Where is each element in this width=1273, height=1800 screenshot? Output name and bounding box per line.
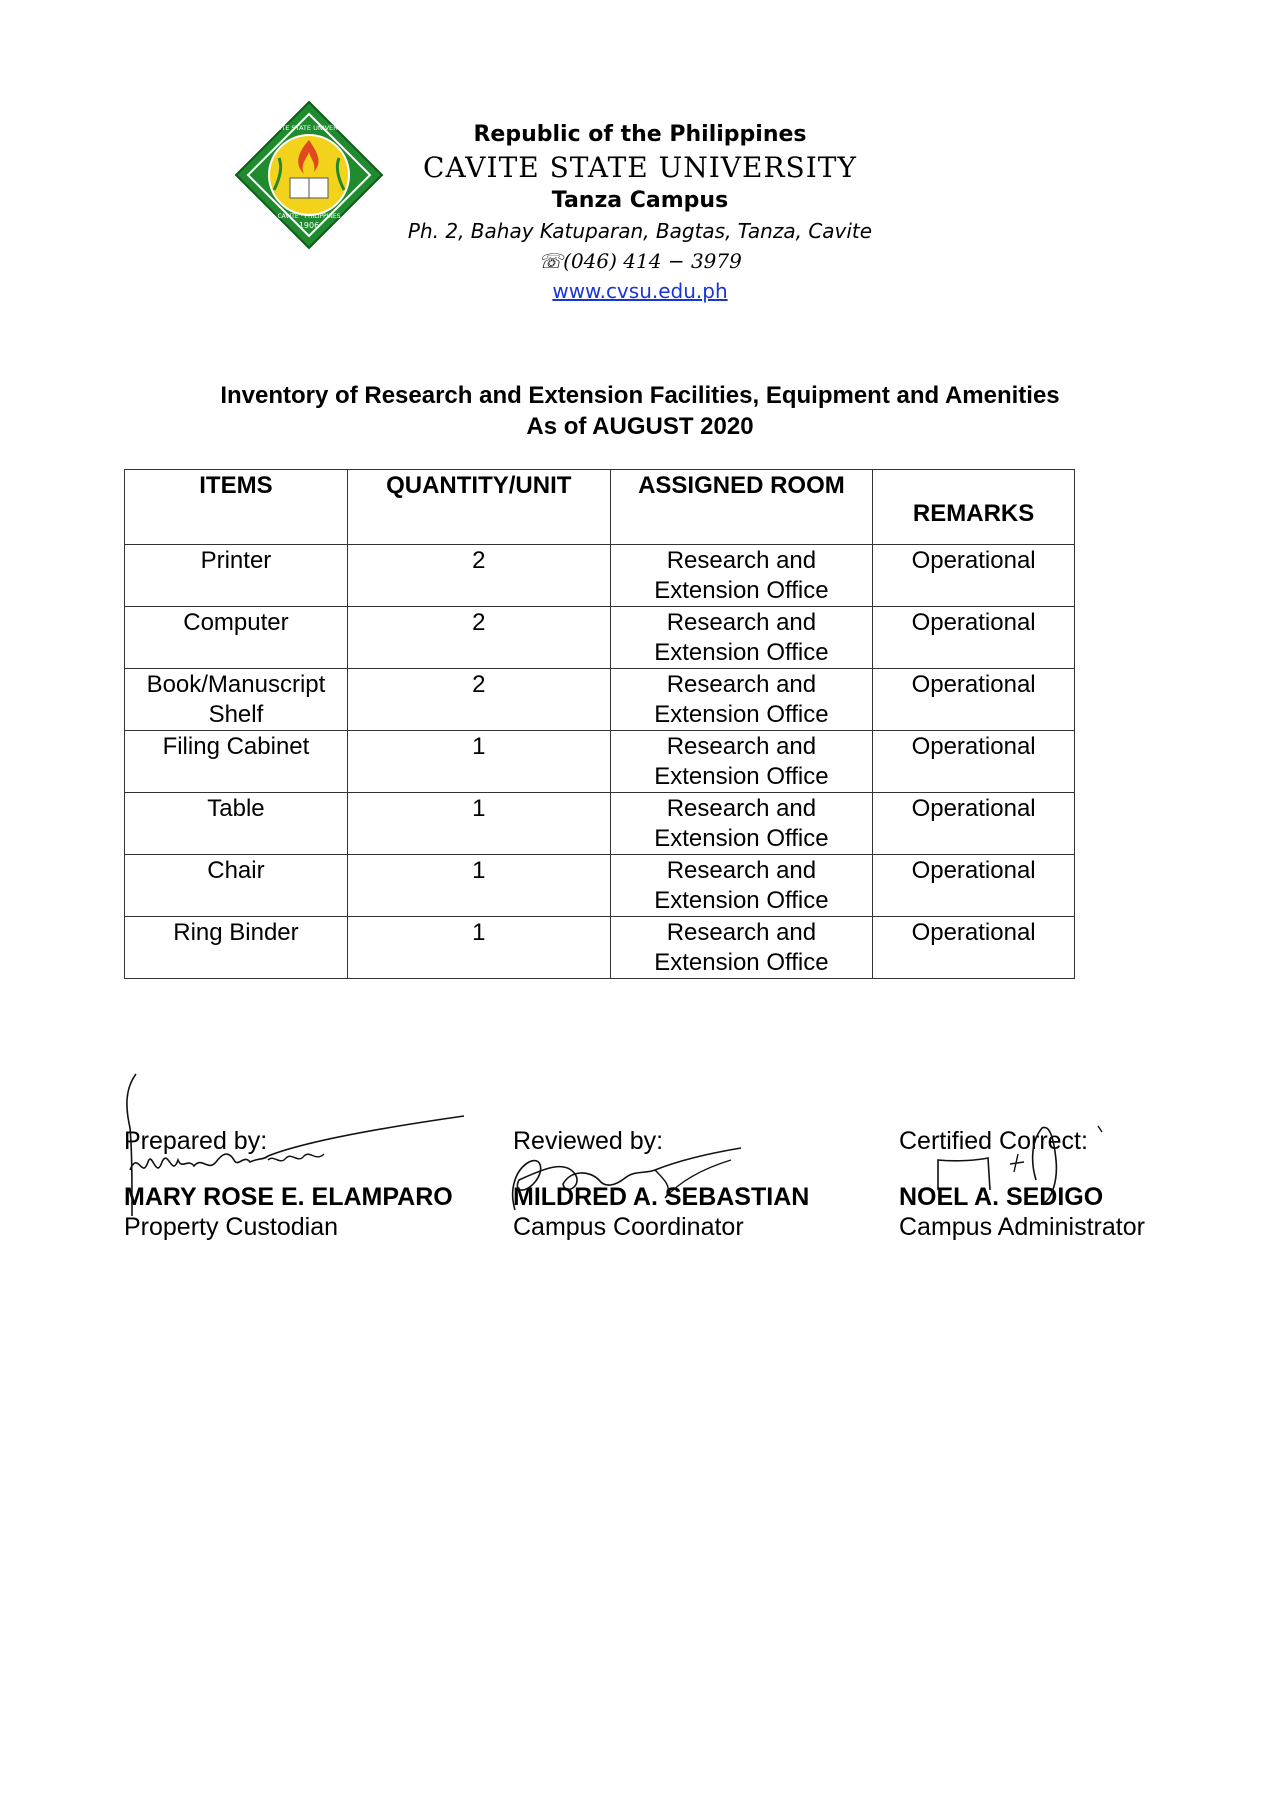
title-line-2: As of AUGUST 2020 [526, 413, 754, 440]
signatory-certified [899, 1126, 1145, 1242]
table-header-row [125, 470, 1075, 545]
signatory-label: Prepared by: [124, 1127, 268, 1155]
quantity-cell: 1 [347, 855, 610, 917]
room-line-2: Extension Office [654, 763, 829, 790]
room-cell [610, 545, 873, 607]
room-line-2: Extension Office [654, 887, 829, 914]
remarks-cell: Operational [873, 669, 1075, 731]
header-remarks: REMARKS [873, 470, 1075, 545]
campus-name: Tanza Campus [551, 188, 729, 213]
room-line-2: Extension Office [654, 701, 829, 728]
header-items: ITEMS [125, 470, 348, 545]
quantity-cell: 2 [347, 607, 610, 669]
quantity-cell: 2 [347, 669, 610, 731]
quantity-cell: 1 [347, 731, 610, 793]
room-cell [610, 731, 873, 793]
remarks-cell: Operational [873, 731, 1075, 793]
letterhead [380, 120, 900, 306]
quantity-cell: 1 [347, 917, 610, 979]
item-cell: Printer [125, 545, 348, 607]
university-name: CAVITE STATE UNIVERSITY [423, 151, 857, 184]
room-cell [610, 855, 873, 917]
table-row [125, 545, 1075, 607]
room-cell [610, 793, 873, 855]
room-line-1: Research and [666, 795, 817, 822]
remarks-cell: Operational [873, 917, 1075, 979]
title-line-1: Inventory of Research and Extension Facilities, Equipment and Amenities [220, 382, 1060, 409]
room-line-1: Research and [666, 671, 817, 698]
room-line-1: Research and [666, 609, 817, 636]
item-cell: Filing Cabinet [125, 731, 348, 793]
signatory-name: MARY ROSE E. ELAMPARO [124, 1183, 453, 1211]
quantity-cell: 2 [347, 545, 610, 607]
signatory-prepared [124, 1126, 453, 1242]
logo-year: 1906 [298, 221, 320, 230]
remarks-cell: Operational [873, 607, 1075, 669]
table-row [125, 855, 1075, 917]
signatory-position: Campus Coordinator [513, 1213, 744, 1241]
header-quantity: QUANTITY/UNIT [347, 470, 610, 545]
signatory-name: MILDRED A. SEBASTIAN [513, 1183, 810, 1211]
item-cell: Table [125, 793, 348, 855]
signatory-label: Reviewed by: [513, 1127, 664, 1155]
header-assigned-room: ASSIGNED ROOM [610, 470, 873, 545]
table-row [125, 731, 1075, 793]
logo-ring-text: CAVITE STATE UNIVERSITY [266, 124, 352, 132]
table-row [125, 669, 1075, 731]
table-row [125, 917, 1075, 979]
item-cell [125, 669, 348, 731]
phone-number: (046) 414 − 3979 [563, 249, 742, 273]
signatory-position: Property Custodian [124, 1213, 339, 1241]
table-row [125, 607, 1075, 669]
room-line-2: Extension Office [654, 949, 829, 976]
remarks-cell: Operational [873, 855, 1075, 917]
table-row [125, 793, 1075, 855]
room-line-2: Extension Office [654, 639, 829, 666]
item-cell: Ring Binder [125, 917, 348, 979]
signatory-reviewed [513, 1126, 809, 1242]
quantity-cell: 1 [347, 793, 610, 855]
remarks-cell: Operational [873, 793, 1075, 855]
room-cell [610, 917, 873, 979]
university-seal-logo [234, 100, 384, 250]
phone-line [380, 246, 900, 276]
room-line-2: Extension Office [654, 825, 829, 852]
room-line-1: Research and [666, 857, 817, 884]
signatory-label: Certified Correct: [899, 1127, 1088, 1155]
item-cell: Chair [125, 855, 348, 917]
website-link[interactable]: www.cvsu.edu.ph [552, 279, 728, 303]
telephone-icon: ☏ [538, 249, 564, 273]
room-cell [610, 669, 873, 731]
republic-line: Republic of the Philippines [473, 122, 807, 147]
signatory-position: Campus Administrator [899, 1213, 1145, 1241]
room-line-1: Research and [666, 547, 817, 574]
room-line-1: Research and [666, 919, 817, 946]
room-line-1: Research and [666, 733, 817, 760]
item-line-1: Book/Manuscript [146, 671, 326, 698]
logo-ring-text-bottom: CAVITE · PHILIPPINES [277, 213, 341, 220]
campus-address: Ph. 2, Bahay Katuparan, Bagtas, Tanza, Cavite [407, 219, 873, 243]
item-line-2: Shelf [208, 701, 264, 728]
remarks-cell: Operational [873, 545, 1075, 607]
inventory-table [124, 469, 1075, 979]
room-cell [610, 607, 873, 669]
room-line-2: Extension Office [654, 577, 829, 604]
signatory-name: NOEL A. SEDIGO [899, 1183, 1104, 1211]
document-title [120, 380, 1160, 442]
item-cell: Computer [125, 607, 348, 669]
